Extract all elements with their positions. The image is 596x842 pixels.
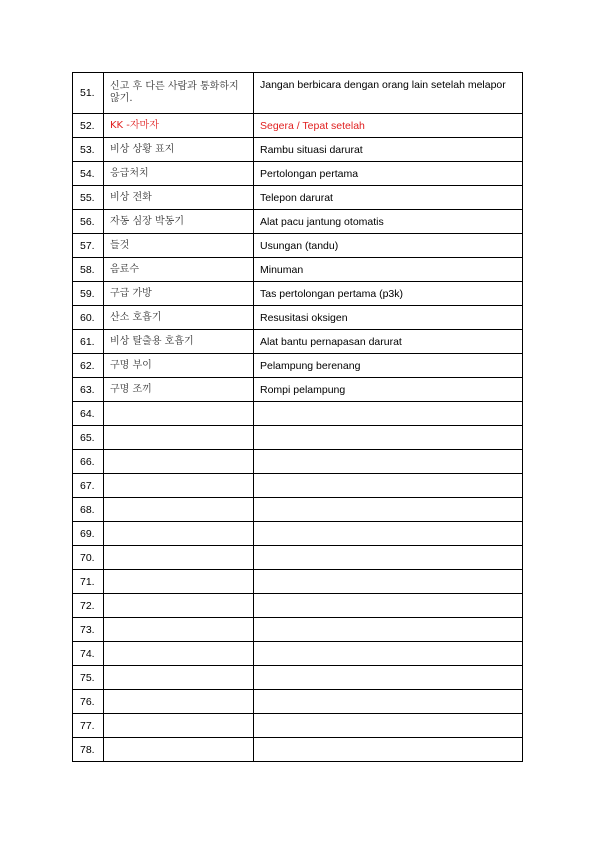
indonesian-translation-cell: [254, 546, 523, 570]
korean-term-cell: KK -자마자: [104, 114, 254, 138]
row-number-cell: 71.: [73, 570, 104, 594]
table-row: [73, 162, 523, 186]
korean-term-cell: 비상 탈출용 호흡기: [104, 330, 254, 354]
indonesian-translation-cell: Pertolongan pertama: [254, 162, 523, 186]
row-number-cell: 54.: [73, 162, 104, 186]
korean-term-cell: 들것: [104, 234, 254, 258]
table-row: [73, 402, 523, 426]
indonesian-translation-cell: Alat bantu pernapasan darurat: [254, 330, 523, 354]
indonesian-translation-cell: Tas pertolongan pertama (p3k): [254, 282, 523, 306]
row-number-cell: 70.: [73, 546, 104, 570]
korean-term-cell: 비상 상황 표지: [104, 138, 254, 162]
indonesian-translation-cell: [254, 498, 523, 522]
korean-term-cell: 신고 후 다른 사람과 통화하지 않기.: [104, 73, 254, 114]
indonesian-translation-cell: [254, 426, 523, 450]
korean-term-cell: 구급 가방: [104, 282, 254, 306]
row-number-cell: 76.: [73, 690, 104, 714]
table-row: [73, 570, 523, 594]
korean-term-cell: [104, 594, 254, 618]
korean-term-cell: [104, 714, 254, 738]
indonesian-translation-cell: [254, 642, 523, 666]
row-number-cell: 78.: [73, 738, 104, 762]
korean-term-cell: 비상 전화: [104, 186, 254, 210]
indonesian-translation-cell: [254, 450, 523, 474]
table-row: [73, 186, 523, 210]
table-row: [73, 114, 523, 138]
table-row: [73, 330, 523, 354]
row-number-cell: 53.: [73, 138, 104, 162]
korean-term-cell: [104, 426, 254, 450]
table-row: [73, 354, 523, 378]
korean-term-cell: [104, 642, 254, 666]
indonesian-translation-cell: Rompi pelampung: [254, 378, 523, 402]
korean-term-cell: 산소 호흡기: [104, 306, 254, 330]
table-row: [73, 714, 523, 738]
table-row: [73, 690, 523, 714]
table-row: [73, 306, 523, 330]
row-number-cell: 59.: [73, 282, 104, 306]
row-number-cell: 63.: [73, 378, 104, 402]
row-number-cell: 55.: [73, 186, 104, 210]
korean-term-cell: [104, 450, 254, 474]
indonesian-translation-cell: Segera / Tepat setelah: [254, 114, 523, 138]
indonesian-translation-cell: Minuman: [254, 258, 523, 282]
row-number-cell: 52.: [73, 114, 104, 138]
table-row: [73, 666, 523, 690]
table-row: [73, 618, 523, 642]
indonesian-translation-cell: [254, 690, 523, 714]
indonesian-translation-cell: Usungan (tandu): [254, 234, 523, 258]
korean-term-cell: [104, 570, 254, 594]
vocabulary-table: [72, 72, 523, 762]
indonesian-translation-cell: Jangan berbicara dengan orang lain setelah melapor: [254, 73, 523, 114]
row-number-cell: 60.: [73, 306, 104, 330]
indonesian-translation-cell: Resusitasi oksigen: [254, 306, 523, 330]
table-row: [73, 522, 523, 546]
korean-term-cell: [104, 474, 254, 498]
indonesian-translation-cell: Pelampung berenang: [254, 354, 523, 378]
row-number-cell: 64.: [73, 402, 104, 426]
korean-term-cell: [104, 522, 254, 546]
table-row: [73, 426, 523, 450]
table-row: [73, 474, 523, 498]
table-row: [73, 738, 523, 762]
table-row: [73, 282, 523, 306]
indonesian-translation-cell: [254, 666, 523, 690]
korean-term-cell: 음료수: [104, 258, 254, 282]
table-row: [73, 378, 523, 402]
row-number-cell: 77.: [73, 714, 104, 738]
indonesian-translation-cell: Telepon darurat: [254, 186, 523, 210]
row-number-cell: 58.: [73, 258, 104, 282]
korean-term-cell: [104, 498, 254, 522]
row-number-cell: 74.: [73, 642, 104, 666]
row-number-cell: 56.: [73, 210, 104, 234]
row-number-cell: 73.: [73, 618, 104, 642]
indonesian-translation-cell: Rambu situasi darurat: [254, 138, 523, 162]
indonesian-translation-cell: Alat pacu jantung otomatis: [254, 210, 523, 234]
row-number-cell: 57.: [73, 234, 104, 258]
row-number-cell: 69.: [73, 522, 104, 546]
table-row: [73, 258, 523, 282]
korean-term-cell: [104, 618, 254, 642]
korean-term-cell: [104, 666, 254, 690]
row-number-cell: 61.: [73, 330, 104, 354]
indonesian-translation-cell: [254, 738, 523, 762]
indonesian-translation-cell: [254, 522, 523, 546]
table-row: [73, 138, 523, 162]
korean-term-cell: 구명 부이: [104, 354, 254, 378]
table-row: [73, 546, 523, 570]
row-number-cell: 66.: [73, 450, 104, 474]
table-row: [73, 73, 523, 114]
indonesian-translation-cell: [254, 570, 523, 594]
korean-term-cell: 구명 조끼: [104, 378, 254, 402]
table-row: [73, 450, 523, 474]
table-row: [73, 498, 523, 522]
row-number-cell: 75.: [73, 666, 104, 690]
korean-term-cell: 응급처치: [104, 162, 254, 186]
row-number-cell: 68.: [73, 498, 104, 522]
korean-term-cell: [104, 402, 254, 426]
row-number-cell: 72.: [73, 594, 104, 618]
table-row: [73, 594, 523, 618]
indonesian-translation-cell: [254, 474, 523, 498]
table-row: [73, 210, 523, 234]
korean-term-cell: 자동 심장 박동기: [104, 210, 254, 234]
korean-term-cell: [104, 690, 254, 714]
table-row: [73, 234, 523, 258]
table-row: [73, 642, 523, 666]
korean-term-cell: [104, 546, 254, 570]
vocabulary-table-body: [73, 73, 523, 762]
indonesian-translation-cell: [254, 714, 523, 738]
indonesian-translation-cell: [254, 594, 523, 618]
row-number-cell: 51.: [73, 73, 104, 114]
row-number-cell: 65.: [73, 426, 104, 450]
indonesian-translation-cell: [254, 402, 523, 426]
korean-term-cell: [104, 738, 254, 762]
row-number-cell: 62.: [73, 354, 104, 378]
indonesian-translation-cell: [254, 618, 523, 642]
row-number-cell: 67.: [73, 474, 104, 498]
